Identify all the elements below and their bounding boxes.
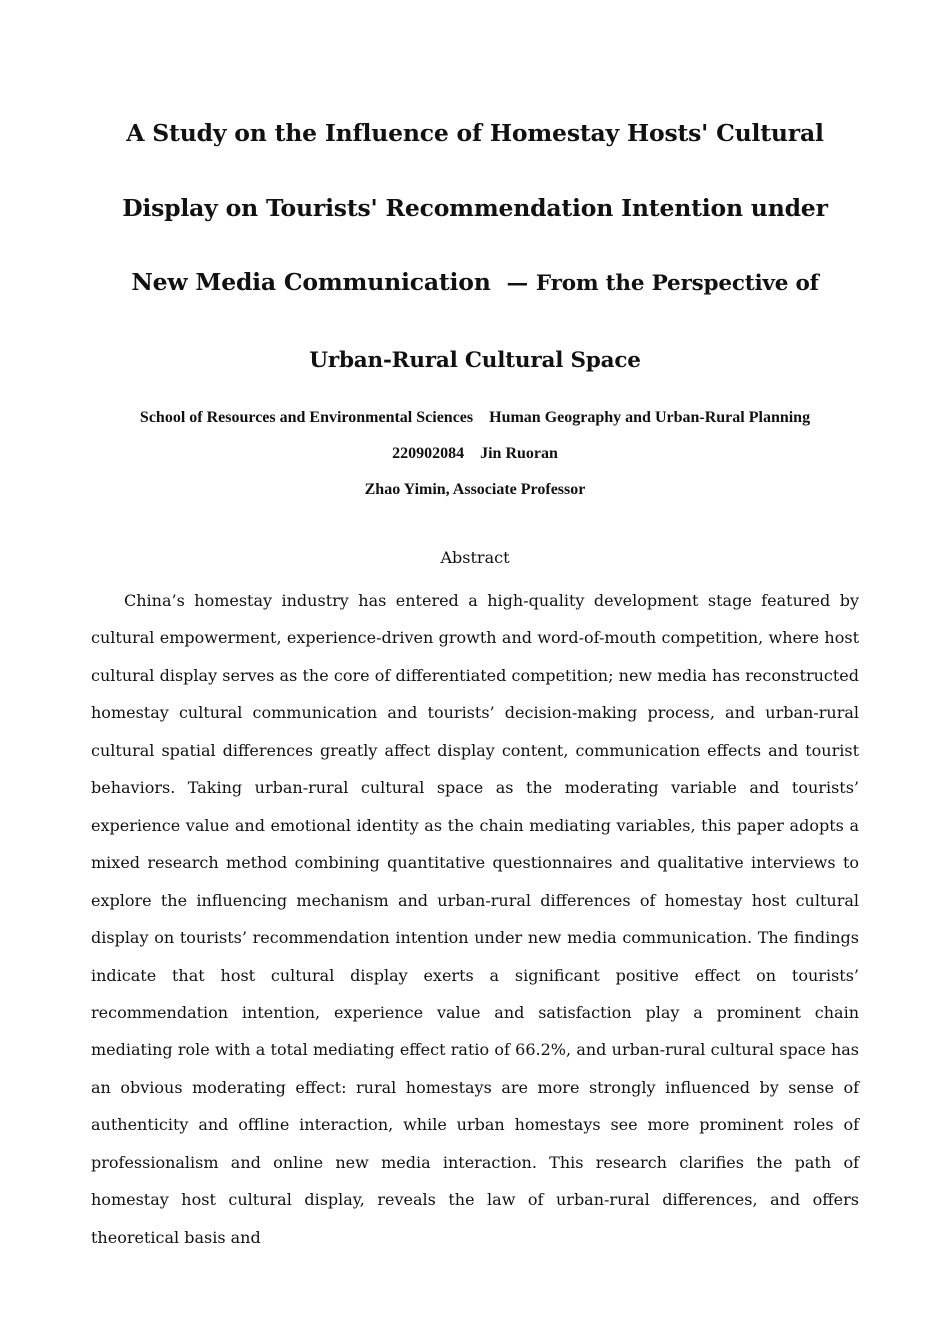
paper-title-main: A Study on the Influence of Homestay Hosts' Cultural Display on Tourists' Recommendation Intention under New Media Communication	[122, 119, 828, 296]
student-line	[91, 436, 859, 472]
student-name: Jin Ruoran	[480, 445, 558, 462]
advisor-line	[91, 472, 859, 508]
title-dash-glyph: —	[506, 271, 528, 296]
school-name: School of Resources and Environmental Sciences	[139, 409, 474, 426]
student-id: 220902084	[392, 445, 465, 462]
affiliation-line	[91, 400, 859, 436]
major-name: Human Geography and Urban-Rural Planning	[489, 409, 811, 426]
advisor-name: Zhao Yimin, Associate Professor	[364, 481, 586, 498]
abstract-heading: Abstract	[440, 548, 510, 567]
title-dash	[499, 268, 507, 296]
paper-title	[91, 96, 859, 398]
paper-page	[91, 0, 859, 1272]
abstract-body: China’s homestay industry has entered a high-quality development stage featured by cultural empowerment, experience-driven growth and word-of-mouth competition, where host cultural display serves as the core of differentiated competition; new media has reconstructed homestay cultural communication and tourists’ decision-making process, and urban-rural cultural spatial differences greatly affect display content, communication effects and tourist behaviors. Taking urban-rural cultural space as the moderating variable and tourists’ experience value and emotional identity as the chain mediating variables, this paper adopts a mixed research method combining quantitative questionnaires and qualitative interviews to explore the influencing mechanism and urban-rural differences of homestay host cultural display on tourists’ recommendation intention under new media communication. The findings indicate that host cultural display exerts a significant positive effect on tourists’ recommendation intention, experience value and satisfaction play a prominent chain mediating role with a total mediating effect ratio of 66.2%, and urban-rural cultural space has an obvious moderating effect: rural homestays are more strongly influenced by sense of authenticity and offline interaction, while urban homestays see more prominent roles of professionalism and online new media interaction. This research clarifies the path of homestay host cultural display, reveals the law of urban-rural differences, and offers theoretical basis and	[91, 591, 859, 1247]
paper-subtitle: From the Perspective of Urban-Rural Cultural Space	[309, 271, 819, 373]
